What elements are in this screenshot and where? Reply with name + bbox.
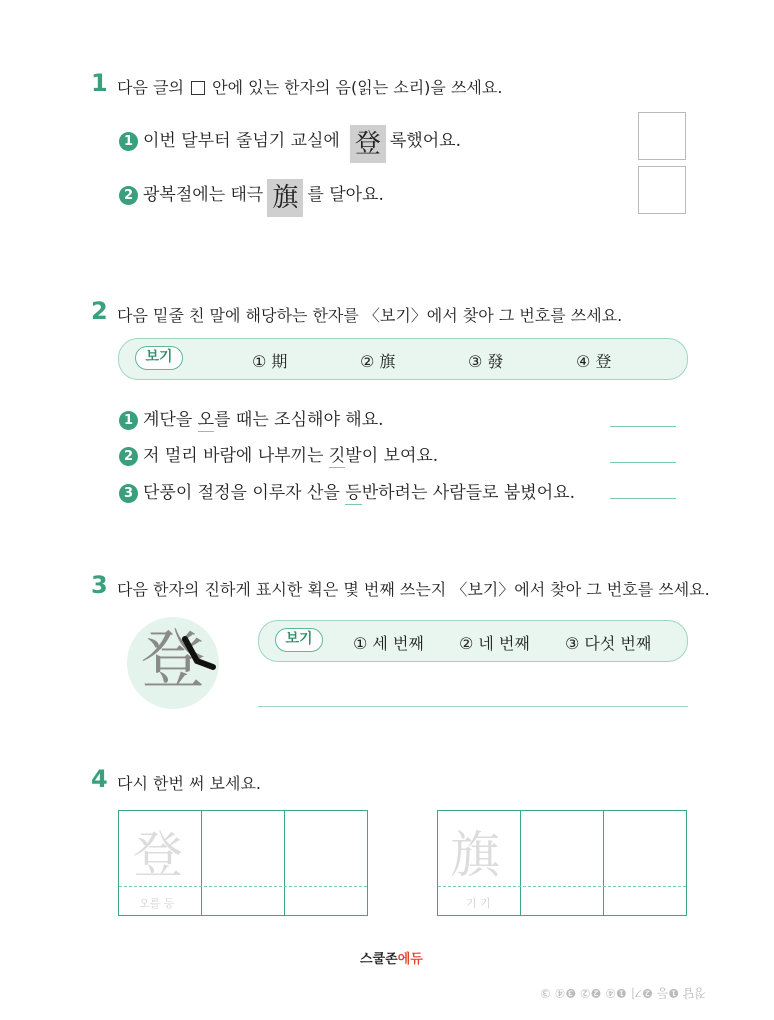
item-number-badge: 2 [119,186,138,205]
q4-number: 4 [91,765,108,793]
trace-hanja: 登 [133,826,183,884]
bogi-label: 보기 [275,628,323,652]
q2-item-1 [119,405,384,430]
answer-key: 정답 ❶등 ❷기 ❶④ ❷② ❸④ ③ [540,986,707,1000]
q2-option-1: ① 期 [252,352,288,371]
q2-item-3-before: 단풍이 절정을 이루자 산을 [143,483,346,503]
item-number-badge: 1 [119,411,138,430]
q2-item-2-underlined: 깃 [328,446,346,466]
trace-hanja: 旗 [450,826,500,884]
q2-item-3 [119,478,575,503]
q2-answer-line-3[interactable] [610,498,676,499]
q2-item-1-before: 계단을 [143,410,198,430]
highlighted-stroke [185,639,213,667]
q4-writing-grid-1 [118,810,368,916]
q1-instruction-b: 안에 있는 한자의 음(읽는 소리)을 쓰세요. [212,78,503,97]
item-number-badge: 2 [119,447,138,466]
trace-label: 기 기 [466,897,491,910]
q1-instruction-a: 다음 글의 [117,78,184,97]
bogi-label: 보기 [135,346,183,370]
q2-item-1-underlined: 오 [197,410,215,430]
q1-item-2 [119,179,384,217]
q2-instruction: 다음 밑줄 친 말에 해당하는 한자를 〈보기〉에서 찾아 그 번호를 쓰세요. [117,306,623,325]
q2-item-2-after: 발이 보여요. [345,446,439,466]
item-number-badge: 1 [119,132,138,151]
q1-answer-box-2[interactable] [638,166,686,214]
logo-text-b: 에듀 [397,952,423,967]
q3-instruction: 다음 한자의 진하게 표시한 획은 몇 번째 쓰는지 〈보기〉에서 찾아 그 번호를 쓰세요. [117,580,710,599]
q4-writing-grid-2 [437,810,687,916]
q2-item-1-after: 를 때는 조심해야 해요. [214,410,384,430]
q2-bogi-panel [118,338,688,380]
q3-option-2: ② 네 번째 [459,634,530,653]
q1-item-1-text: 이번 달부터 줄넘기 교실에 [143,131,340,151]
q2-item-3-underlined: 등 [345,483,362,503]
q1-instruction [117,75,502,98]
q1-item-2-text: 광복절에는 태극 [143,185,264,205]
q2-number: 2 [91,297,108,325]
q1-number: 1 [91,69,108,97]
q1-item-1-hanja: 登 [350,125,386,163]
grid-cell[interactable] [521,811,604,915]
item-number-badge: 3 [119,484,138,503]
q1-item-2-after: 를 달아요. [307,185,384,205]
q3-answer-line[interactable] [258,706,688,707]
publisher-logo [360,948,423,967]
q1-answer-box-1[interactable] [638,112,686,160]
q2-option-4: ④ 登 [576,352,612,371]
q1-item-1-after: 록했어요. [389,131,461,151]
q1-item-1 [119,125,461,163]
q2-option-3: ③ 發 [468,352,504,371]
q3-hanja: 登 [141,624,205,698]
q2-item-2 [119,441,438,466]
q3-hanja-circle [127,617,219,709]
bold-stroke-highlight [127,617,219,709]
square-icon [191,81,205,95]
q2-answer-line-1[interactable] [610,426,676,427]
trace-label: 오를 등 [139,897,175,910]
q3-bogi-panel [258,620,688,662]
q3-number: 3 [91,571,108,599]
q1-item-2-hanja: 旗 [267,179,303,217]
q2-answer-line-2[interactable] [610,462,676,463]
q2-item-3-after: 반하려는 사람들로 붐볐어요. [361,483,575,503]
grid-cell[interactable] [202,811,285,915]
q3-option-3: ③ 다섯 번째 [565,634,652,653]
logo-text-a: 스쿨존 [360,952,398,967]
q4-instruction: 다시 한번 써 보세요. [117,774,261,793]
q3-option-1: ① 세 번째 [353,634,424,653]
q2-option-2: ② 旗 [360,352,396,371]
q2-item-2-before: 저 멀리 바람에 나부끼는 [143,446,329,466]
